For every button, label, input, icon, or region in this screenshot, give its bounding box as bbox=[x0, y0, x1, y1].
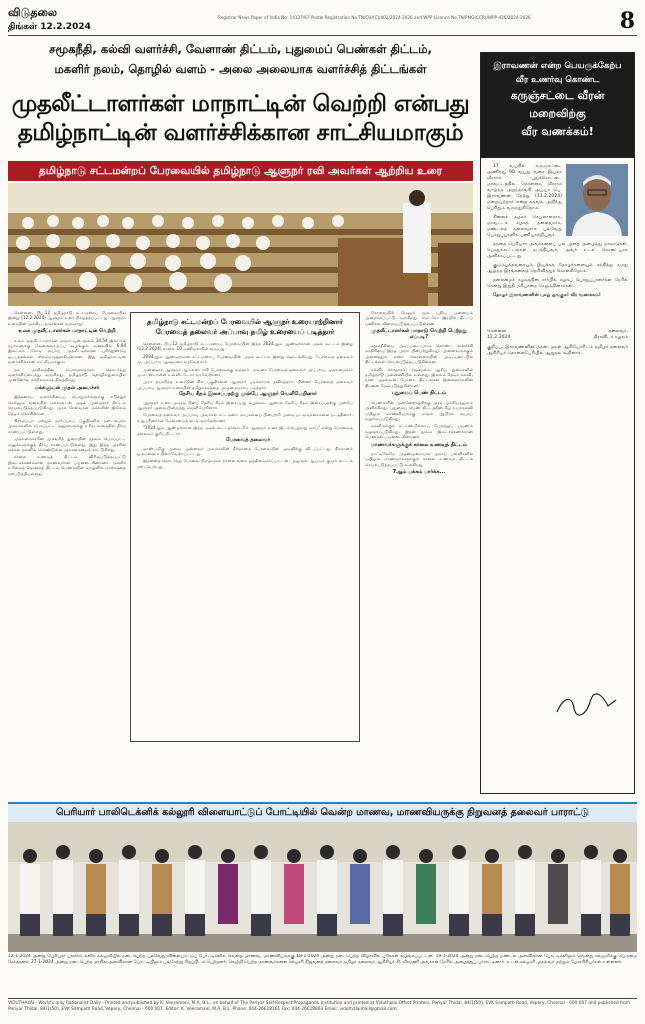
subhead-with-people: மக்களுடன் முதல் அமைச்சர் bbox=[34, 384, 100, 391]
masthead-divider bbox=[8, 35, 637, 36]
paragraph: "2024ஆம் ஆண்டிற்கான இந்த முதல் கூட்டத்தொடரில் ஆளுநர் உரை இடம்பெறுவது மரபு" என்று பேரவைத் தலைவர் குறிப்பிட்டார். bbox=[137, 425, 353, 436]
paragraph: பெண்களின் முன்னேற்றத்திற்கு அரசு முக்கியத்துவம் அளிக்கிறது. புதுமைப் பெண் திட்டத்தின் கீழ் உயர்கல்வி பயிலும் மாணவியருக்கு மாதம் ஆயிரம் ரூபாய் வழங்கப்படுகிறது. bbox=[365, 399, 473, 421]
obituary-header bbox=[481, 53, 634, 158]
paragraph: 17 வயதில் கருஞ்சட்டை அணிந்து 90 வயது வரை இயக்க வீரராக புதுக்கோட்டை மாவட்டத்தில் கொள்கை வீரராக வாழ்ந்த அறந்தாங்கி அய்யா பெ. இராவணன் நேற்று (11.2.2024) மறைவுற்றார் என்ற தகவல் அறிந்து பெரிதும் வருந்துகிறோம். bbox=[487, 164, 562, 211]
article-column-4 bbox=[365, 310, 473, 800]
paragraph: தந்தை பெரியார் அவர்களைப் பல முறை அழைத்து மாநாடுகள், பொதுக்கூட்டங்கள் நடத்தியவர். அவர் உடல் கொடையாக அளிக்கப்பட்டது. bbox=[487, 242, 628, 259]
subhead-pudhumai-penn: புதுமைப் பெண் திட்டம் bbox=[391, 390, 447, 397]
paragraph: கோவையில் மேலும் ஒரு புதிய முனையம் அமைக்கப்பட்டு வருகிறது. மெட்ரோ இரயில் திட்டப் பணிகள் விரைவுபடுத்தப்பட்டுள்ளன. bbox=[365, 310, 473, 326]
obituary-headline-3: கருஞ்சட்டை வீரன் மறைவிற்கு bbox=[510, 89, 605, 120]
paragraph: 2024ஆம் ஆண்டிற்கான சட்டமன்றப் பேரவையின் முதல் கூட்டம் இன்று தொடங்கியது. பேரவைத் தலைவர் மு. அப்பாவு ஆளுநரை வரவேற்றார். bbox=[137, 353, 353, 365]
paragraph: முதலமைச்சரின் முகவரித் துறையின் மூலம் பெறப்பட்ட மனுக்களுக்குத் தீர்வு காணப்பட்டுள்ளது. இது இந்த அரசின் மக்கள் நலனில் கொண்டுள்ள அக்கறையைக் காட்டுகிறது. bbox=[8, 436, 126, 452]
portrait-photo bbox=[566, 164, 628, 236]
paragraph: கல்வி, சுகாதாரம், சமூகநலம் ஆகிய துறைகளில் தமிழ்நாடு முன்னணியில் உள்ளது. இல்லம் தேடிக் கல்வி, நான் முதல்வன் போன்ற திட்டங்கள் இளைஞர்களின் திறனை மேம்படுத்துகின்றன. bbox=[365, 366, 473, 388]
paragraph: உலக முதலீட்டாளர்கள் மாநாட்டின் மூலம் 14.54 இலட்சம் நபர்களுக்கு வேலைவாய்ப்பு வழங்கும் வகையில் 6.64 இலட்சம் கோடி ரூபாய் முதலீட்டிற்கான புரிந்துணர்வு ஒப்பந்தங்கள் கையெழுத்தாகியுள்ளன. இது தமிழ்நாட்டின் வளர்ச்சிக்கான சாட்சியமாகும். bbox=[8, 337, 126, 365]
subhead-success: முதலீட்டாளர்கள் மாநாடு வெற்றி பெற்றது எப்படி? bbox=[371, 328, 467, 340]
paragraph: அரசு தயாரித்த உரையின் சில பகுதிகளை ஆளுநர் படிக்காமல் தவிர்த்தார். பின்னர் பேரவைத் தலைவர் அப்பாவு ஆளுநர் உரையின் தமிழாக்கத்தை முழுமையாகப் படித்தார். bbox=[137, 379, 353, 390]
obituary-place-date bbox=[487, 329, 510, 341]
paragraph: சென்னை, பிப்.12 தமிழ்நாடு சட்டமன்றப் பேரவையின் இந்த 2024ஆம் ஆண்டிற்கான முதல் கூட்டம் இன்று (12.2.2024) காலை 10 மணியளவில் கூடியது. bbox=[137, 341, 353, 352]
paragraph: கிராமப்புற மற்றும் நகர்ப்புறப் பகுதிகளில் நடைபெற்ற முகாம்களில் பெறப்பட்ட மனுக்களுக்கு உரிய காலத்தில் தீர்வு காணப்பட்டுள்ளது. bbox=[8, 417, 126, 434]
paragraph: நம் மாநிலத்தின் பொருளாதாரம் தொடர்ந்து வளர்ச்சியடைந்து வருகிறது. தமிழ்நாடு தொழில்துறையில் முன்னோடி மாநிலமாகத் திகழ்கிறது. bbox=[8, 366, 126, 383]
obituary-headline-2: வீர உணர்வு கொண்ட bbox=[515, 75, 600, 85]
paragraph: முன்னதாக ஆளுநர் ஆர்.என். ரவி பேரவைக்கு வந்தார். அவரை பேரவைத் தலைவர் அப்பாவு, முதலமைச்சர் மு.க. ஸ்டாலின் உள்ளிட்டோர் வரவேற்றனர். bbox=[137, 366, 353, 378]
masthead bbox=[8, 6, 637, 36]
page-number: 8 bbox=[619, 8, 635, 34]
box-title-2: பேரவைத் தலைவர் அப்பாவு தமிழ் உரையைப் படித்தார் bbox=[155, 328, 335, 336]
paragraph: இத்தகைய வளர்ச்சியைப் பொதுமக்களுக்கு எடுத்துச் செல்லும் வகையில் மக்களுடன் முதல் அமைச்சர் திட்டம் செயல்படுத்தப்படுகிறது. அரசு சேவைகள் மக்களின் இல்லம் தேடிச் செல்கின்றன. bbox=[8, 394, 126, 416]
paragraph: பேரவைத் தலைவர் அப்பாவு அவர்கள் சட்டமன்ற மரபுகளைப் பின்பற்றி அவை நடவடிக்கைகளை நடத்தினார். உறுப்பினர்கள் மேசையைத் தட்டி வரவேற்றனர். bbox=[137, 412, 353, 423]
boxed-story bbox=[130, 312, 360, 742]
photo-caption: 12-1-2024 அன்று பெரியார் பாலிடெக்னிக் கல்லூரியில் நடைபெற்ற பல்வேறு விளையாட்டுப் போட்டிகளில் வென்ற மாணவ, மாணவியருக்கு 18-1-2024 அன்று நடைபெற்ற விழாவில் பரிசுகள் வழங்கப்பட்டன. 19-1-2024 அன்று நடைபெற்ற மண்டல அளவிலான போட்டிகளிலும் வென்று கல்லூரிக்கு பெருமை சேர்த்தனர். 27-1-2024 அன்று நடைபெற்ற மாநில அளவிலான போட்டியிலும் பங்கேற்று சிறப்பிடம் பெற்றனர். வெற்றி பெற்ற மாணவர்களை கல்லூரி நிறுவனத் தலைவர் தமிழர் தலைவர் ஆசிரியர் கி. வீரமணி அவர்கள் நேரில் அழைத்துப் பாராட்டினார். உடன் கல்லூரி முதல்வர் மற்றும் பேராசிரியர்கள் உள்ளனர். bbox=[8, 954, 637, 965]
obituary-headline-4: வீர வணக்கம்! bbox=[521, 125, 594, 138]
obituary-sidebar bbox=[480, 52, 635, 794]
box-subhead-anthem: தேசிய கீதம் இசைப்பதற்கு முன்பே ஆளுநர் வெளியேறினார் bbox=[179, 391, 317, 398]
issue-date: திங்கள் 12.2.2024 bbox=[8, 22, 91, 32]
paragraph: ஆளுநர் உரை முடிந்த பின்பு தேசிய கீதம் இசைப்பது வழக்கம். ஆனால் தேசிய கீதம் இசைப்பதற்கு முன்பே ஆளுநர் அவையிலிருந்து வெளியேறினார். bbox=[137, 399, 353, 411]
imprint-footer: VIDUTHALAI - World's only Rationalist Daily - Printed and published by K. Veeramani, M.A, B.L., on behalf of The Periyar Self-Respect Propaganda Institution and printed at Viduthalai Offset Printers, Periyar Thidal, 84/1(50), EVK Sampath Road, Vepery, Chennai - 600 007 and published from Periyar Thidal, 84/1(50), EVK Sampath Road, Vepery, Chennai - 600 007. Editor: K. Veeramani, M.A, B.L. Phone: 044-26618161 Fax: 044-26618863 Email: viduthalaimail@gmail.com bbox=[8, 998, 637, 1023]
paragraph: நாட்டிலேயே முதன்முறையாக அரசுப் பள்ளிகளில் பயிலும் மாணவர்களுக்குக் காலை உணவுத் திட்டம் செயல்படுத்தப்பட்டு வருகிறது. bbox=[365, 450, 473, 467]
paragraph: தோழர் இராவணனின் புகழ் ஓங்குக! வீர வணக்கம்! bbox=[493, 293, 601, 298]
article-lead: சென்னை, பிப்.12 தமிழ்நாடு சட்டமன்றப் பேரவையில் இன்று (12.2.2024) ஆளுநர் உரை நிகழ்த்தப்பட்டது. ஆளுநர் உரையின் முக்கிய அம்சங்கள் வருமாறு: bbox=[8, 310, 126, 326]
obituary-headline-1: இராவணன் என்ற பெயருக்கேற்ப bbox=[493, 61, 622, 71]
place: சென்னை bbox=[487, 329, 507, 334]
kicker-line-2: மகளிர் நலம், தொழில் வளம் - அலை அலையாக வளர்ச்சித் திட்டங்கள் bbox=[54, 62, 427, 76]
kicker-line-1: சமூகநீதி, கல்வி வளர்ச்சி, வேளாண் திட்டம், புதுமைப் பெண்கள் திட்டம், bbox=[49, 42, 432, 56]
paragraph: மாண்புமிகு அவை முன்னவர் அவர்களின் தீர்மானம் பேரவையின் முடிவிற்கு விடப்பட்டது. தீர்மானம் ஒருமனதாக நிறைவேற்றப்பட்டது. bbox=[137, 445, 353, 456]
paragraph: குடும்பத்தவரையும் இயக்கத் தோழர்களையும் சந்தித்து நமது ஆழ்ந்த இரங்கலைத் தெரிவித்துக் கொள்கிறோம். bbox=[487, 263, 628, 274]
sports-banner: பெரியார் பாலிடெக்னிக் கல்லூரி விளையாட்டுப் போட்டியில் வென்ற மாணவ, மாணவியருக்கு நிறுவனத் தலைவர் பாராட்டு bbox=[8, 802, 637, 822]
signatory-org: திராவிடர் கழகம் bbox=[593, 335, 628, 340]
students-group-photo bbox=[8, 822, 637, 952]
subheadline-bar: தமிழ்நாடு சட்டமன்றப் பேரவையில் தமிழ்நாடு ஆளுநர் ரவி அவர்கள் ஆற்றிய உரை bbox=[8, 161, 473, 181]
signatory-title: தலைவர், bbox=[608, 329, 628, 334]
registration-info: Registrar News Paper of India No: 14127/67 Postal Registration No.TN/CH/(C)/402/2024-2026 and WPP Licence No.TN/PMG(CCR)/WPP-426/2024-2026 bbox=[218, 15, 531, 20]
article-column-1 bbox=[8, 310, 126, 800]
assembly-photo bbox=[8, 183, 473, 306]
box-subhead-speaker: பேரவைத் தலைவர் bbox=[226, 437, 270, 444]
subhead-breakfast: மாணவர்களுக்குக் காலை உணவுத் திட்டம் bbox=[371, 441, 467, 448]
signature bbox=[552, 690, 622, 720]
date: 12.2.2024 bbox=[487, 335, 511, 340]
subhead-investors: உலக முதலீட்டாளர்கள் மாநாட்டின் வெற்றி bbox=[18, 328, 116, 335]
paper-logo: விடுதலை bbox=[8, 6, 58, 19]
paragraph: தலைமைக் கழகத்தின் சார்பில் கழகப் பொறுப்பாளர்கள் நேரில் சென்று இறுதி மரியாதை செலுத்தினார்கள். bbox=[487, 278, 628, 289]
main-headline bbox=[8, 90, 473, 148]
paragraph: சமூகநீதியை அடிப்படையாகக் கொண்ட வளர்ச்சி மாதிரியை இந்த அரசு பின்பற்றுகிறது. அனைவருக்கும் அனைத்தும் என்ற கொள்கையின் அடிப்படையில் திட்டங்கள் செயல்படுத்தப்படுகின்றன. bbox=[365, 343, 473, 365]
paragraph: மகளிருக்குக் கட்டணமில்லாப் பேருந்துப் பயணம் வழங்கப்படுகிறது. இதன் மூலம் இலட்சக்கணக்கான பெண்கள் பயனடைகின்றனர். bbox=[365, 423, 473, 440]
paragraph: இதனைத் தொடர்ந்து பேரவை நிகழ்வுகள் நாளை வரை ஒத்திவைக்கப்பட்டன. அலுவல் ஆய்வுக் குழுக் கூட்டம் நடைபெற்றது. bbox=[137, 458, 353, 469]
paragraph: கிளைக் கழகச் செயலாளராக, மாவட்டக் கழகத் தலைவராக, மண்டலத் தலைவராக பல்வேறு பொறுப்புகளில் பணியாற்றியவர். bbox=[487, 215, 562, 238]
obituary-note: குறிப்பு: இராவணனின் மகன், மகள் ஆகியோரிடம் தமிழர் தலைவர் ஆசிரியர் தொலைபேசியில் ஆறுதல் கூறினார். bbox=[487, 345, 628, 356]
headline-line-2: தமிழ்நாட்டின் வளர்ச்சிக்கான சாட்சியமாகும் bbox=[17, 120, 464, 146]
paragraph: காலை உணவுத் திட்டம் விரிவுபடுத்தப்பட்டு இலட்சக்கணக்கான மாணவர்கள் பயனடைகின்றனர். மகளிர் உரிமைத் தொகைத் திட்டம் பெண்களின் வாழ்வில் மாற்றத்தை ஏற்படுத்தியுள்ளது. bbox=[8, 454, 126, 476]
headline-line-1: முதலீட்டாளர்கள் மாநாட்டின் வெற்றி என்பது bbox=[11, 91, 470, 117]
continued-marker: 7ஆம் பக்கம் பார்க்க... bbox=[392, 469, 446, 476]
box-title-1: தமிழ்நாடு சட்டமன்றப் பேரவையில் ஆளுநர் உரையாற்றினார் bbox=[147, 318, 343, 326]
signatory bbox=[593, 329, 628, 341]
